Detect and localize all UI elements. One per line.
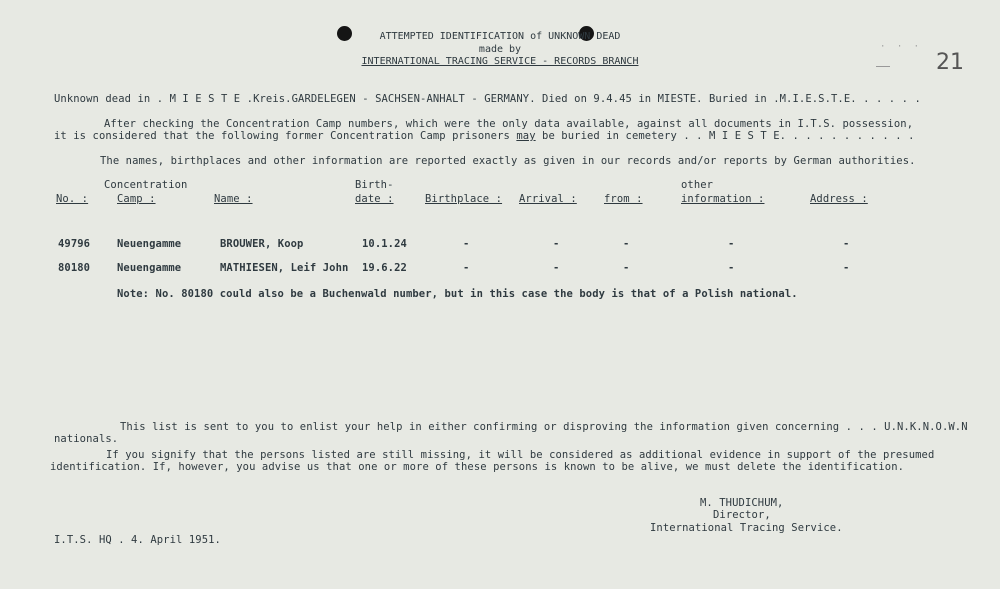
row1-arrival: - [553, 238, 560, 250]
header-made-by: made by [478, 44, 522, 55]
closing-line4: identification. If, however, you advise us that one or more of these persons is known to be alive, we must delete the identification. [50, 461, 905, 473]
row1-camp: Neuengamme [117, 238, 182, 250]
row1-from: - [623, 238, 630, 250]
header-title: ATTEMPTED IDENTIFICATION of UNKNOWN DEAD [379, 31, 621, 42]
header-camp: Camp : [117, 193, 156, 205]
header-other: information : [681, 193, 765, 205]
header-organization: INTERNATIONAL TRACING SERVICE - RECORDS BRANCH [361, 56, 639, 67]
row2-other: - [728, 262, 735, 274]
paragraph1-line1: After checking the Concentration Camp numbers, which were the only data available, against all documents in I.T.S. possession, [104, 118, 914, 130]
header-birthplace: Birthplace : [425, 193, 503, 205]
header-other-top: other [681, 179, 714, 191]
signature-title: Director, [713, 509, 771, 521]
header-camp-top: Concentration [104, 179, 188, 191]
row2-birthplace: - [463, 262, 470, 274]
row2-name: MATHIESEN, Leif John [220, 262, 349, 274]
note: Note: No. 80180 could also be a Buchenwald number, but in this case the body is that of a Polish national. [117, 288, 798, 300]
row1-address: - [843, 238, 850, 250]
signature-org: International Tracing Service. [650, 522, 843, 534]
row2-no: 80180 [58, 262, 91, 274]
paragraph1-line2: it is considered that the following former Concentration Camp prisoners may be buried in cemetery . . M I E S T E. . . . . . . . . . . [54, 130, 915, 142]
row1-birthplace: - [463, 238, 470, 250]
closing-line2: nationals. [54, 433, 119, 445]
paragraph2: The names, birthplaces and other information are reported exactly as given in our records and/or reports by German authorities. [100, 155, 916, 167]
row1-birthdate: 10.1.24 [362, 238, 407, 250]
row1-no: 49796 [58, 238, 91, 250]
row2-birthdate: 19.6.22 [362, 262, 407, 274]
row2-camp: Neuengamme [117, 262, 182, 274]
header-address: Address : [810, 193, 868, 205]
row1-other: - [728, 238, 735, 250]
header-name: Name : [214, 193, 253, 205]
closing-line3: If you signify that the persons listed are still missing, it will be considered as additional evidence in support of the presumed [106, 449, 935, 461]
footer-date: I.T.S. HQ . 4. April 1951. [54, 534, 221, 546]
document-page: ATTEMPTED IDENTIFICATION of UNKNOWN DEAD made by INTERNATIONAL TRACING SERVICE - RECORDS BRANCH · · · 21 Unknown dead in . M I E S T E .Kreis.GARDELEGEN - SACHSEN-ANHALT - GERMANY. Died on 9.4.45 in MIESTE. Buried in .M.I.E.S.T.E. . . . . . After checking the Concentration Camp numbers, which were the only data available, against all documents in I.T.S. possession, it is considered that the following former Concentration Camp prisoners may be buried in cemetery . . M I E S T E. . . . . . . . . . . The names, birthplaces and other information are reported exactly as given in our records and/or reports by German authorities. Concentration Birth- other No. : Camp : Name : date : Birthplace : Arrival : from : information : Address : 49796 Neuengamme BROUWER, Koop 10.1.24 - - - - - 80180 Neuengamme MATHIESEN, Leif John 19.6.22 - - - - - Note: No. 80180 could also be a Buchenwald number, but in this case the body is that of a Polish national. This list is sent to you to enlist your help in either confirming or disproving the information given concerning . . . U.N.K.N.O.W.N nationals. If you signify that the persons listed are still missing, it will be considered as additional evidence in support of the presumed identification. If, however, you advise us that one or more of these persons is known to be alive, we must delete the identification. M. THUDICHUM, Director, International Tracing Service. I.T.S. HQ . 4. April 1951. [0, 0, 1000, 589]
row1-name: BROUWER, Koop [220, 238, 304, 250]
header-birthdate: date : [355, 193, 394, 205]
closing-line1: This list is sent to you to enlist your help in either confirming or disproving the information given concerning . . . U.N.K.N.O.W.N [120, 421, 968, 433]
header-arrival: Arrival : [519, 193, 577, 205]
unknown-dead-line: Unknown dead in . M I E S T E .Kreis.GARDELEGEN - SACHSEN-ANHALT - GERMANY. Died on 9.4.45 in MIESTE. Buried in .M.I.E.S.T.E. . . . . . [54, 93, 921, 105]
row2-arrival: - [553, 262, 560, 274]
header-no: No. : [56, 193, 89, 205]
header-birthdate-top: Birth- [355, 179, 394, 191]
header-from: from : [604, 193, 643, 205]
row2-address: - [843, 262, 850, 274]
signature-name: M. THUDICHUM, [700, 497, 784, 509]
row2-from: - [623, 262, 630, 274]
page-number: 21 [936, 50, 964, 75]
